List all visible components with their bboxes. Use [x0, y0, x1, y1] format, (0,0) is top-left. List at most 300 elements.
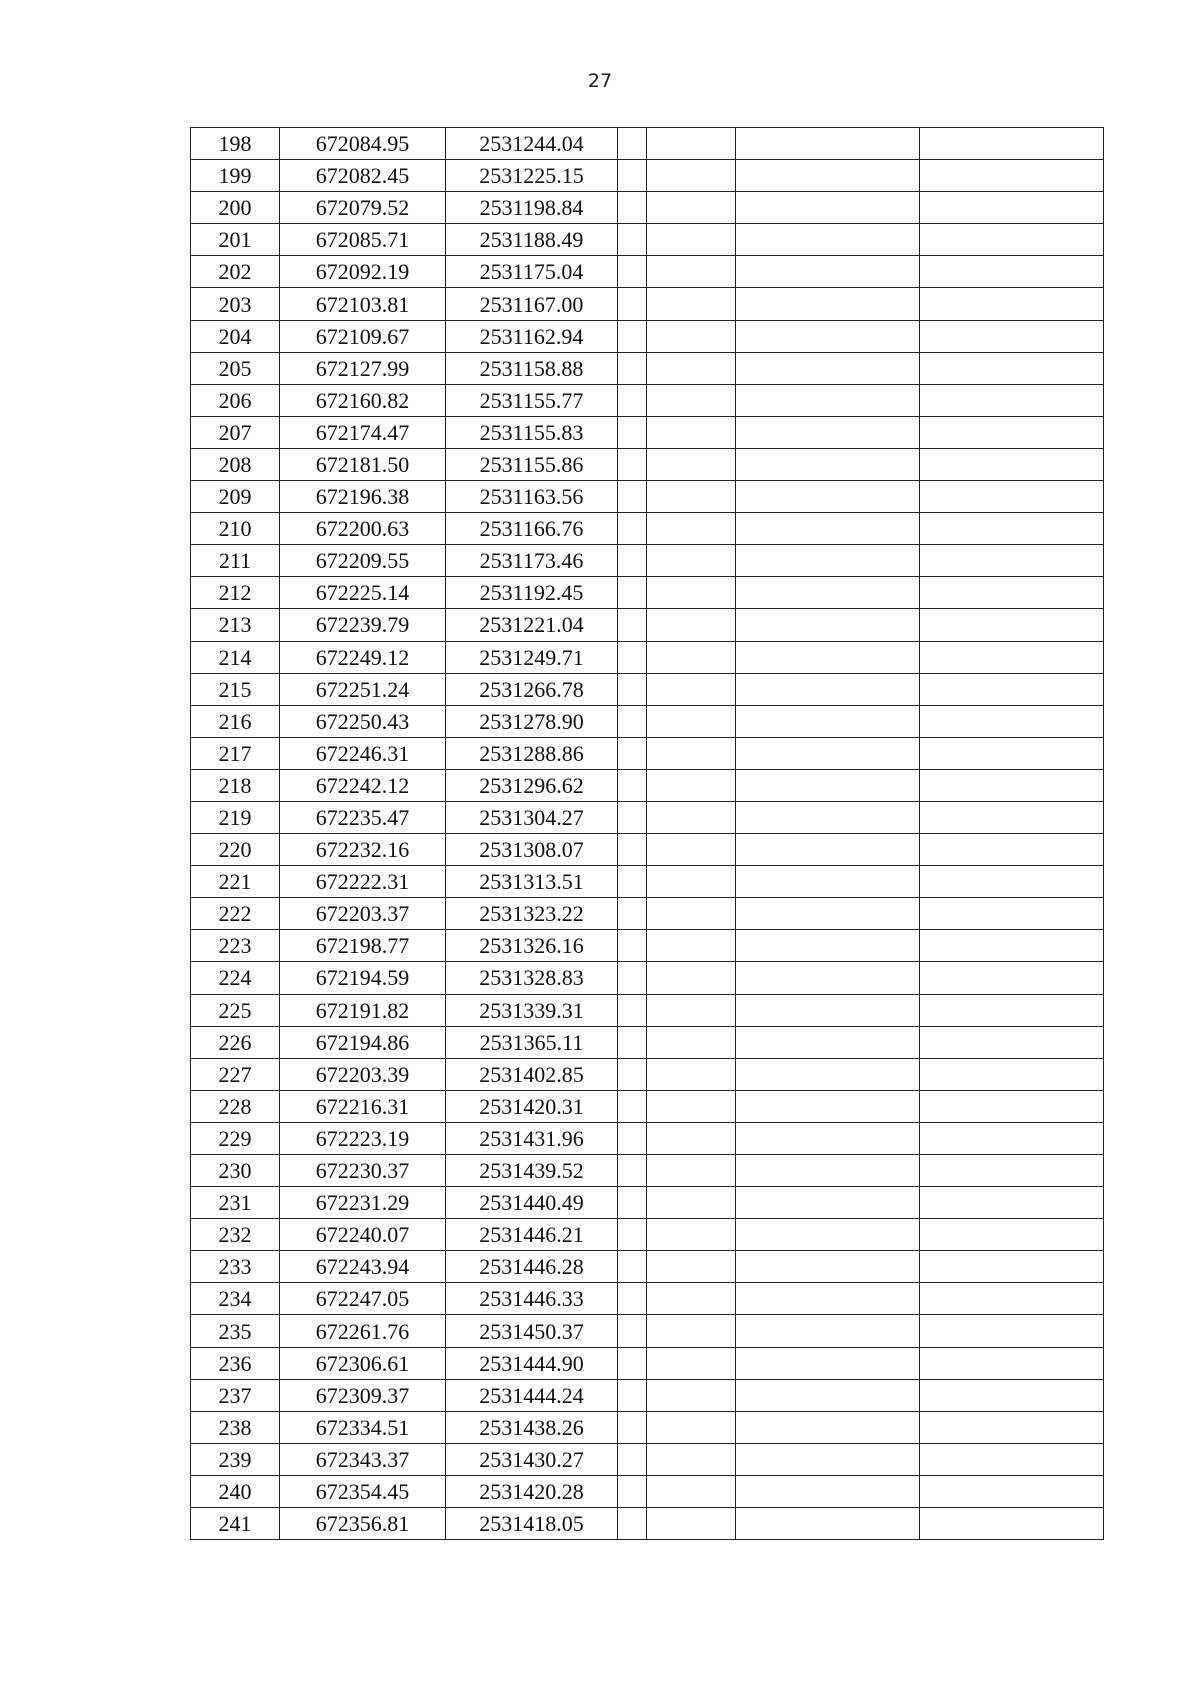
- empty-cell-b: [647, 1411, 736, 1443]
- empty-cell-a: [618, 769, 647, 801]
- empty-cell-d: [920, 224, 1104, 256]
- table-row: [191, 1219, 1104, 1251]
- empty-cell-d: [920, 1315, 1104, 1347]
- x-coordinate-cell: 672103.81: [280, 288, 446, 320]
- x-coordinate-cell: 672194.86: [280, 1026, 446, 1058]
- empty-cell-b: [647, 577, 736, 609]
- empty-cell-c: [736, 481, 920, 513]
- empty-cell-d: [920, 930, 1104, 962]
- table-row: [191, 1026, 1104, 1058]
- empty-cell-b: [647, 930, 736, 962]
- point-number-cell: 198: [191, 128, 280, 160]
- empty-cell-c: [736, 1283, 920, 1315]
- empty-cell-b: [647, 288, 736, 320]
- empty-cell-a: [618, 609, 647, 641]
- empty-cell-c: [736, 673, 920, 705]
- point-number-cell: 226: [191, 1026, 280, 1058]
- point-number-cell: 205: [191, 352, 280, 384]
- empty-cell-c: [736, 1315, 920, 1347]
- coordinates-table-body: [191, 128, 1104, 1540]
- table-row: [191, 641, 1104, 673]
- empty-cell-a: [618, 128, 647, 160]
- point-number-cell: 211: [191, 545, 280, 577]
- empty-cell-a: [618, 834, 647, 866]
- empty-cell-b: [647, 513, 736, 545]
- empty-cell-c: [736, 545, 920, 577]
- y-coordinate-cell: 2531439.52: [446, 1155, 618, 1187]
- empty-cell-c: [736, 384, 920, 416]
- y-coordinate-cell: 2531288.86: [446, 737, 618, 769]
- empty-cell-b: [647, 1315, 736, 1347]
- empty-cell-c: [736, 930, 920, 962]
- table-row: [191, 320, 1104, 352]
- point-number-cell: 234: [191, 1283, 280, 1315]
- y-coordinate-cell: 2531420.28: [446, 1475, 618, 1507]
- table-row: [191, 930, 1104, 962]
- y-coordinate-cell: 2531266.78: [446, 673, 618, 705]
- empty-cell-b: [647, 1219, 736, 1251]
- empty-cell-d: [920, 320, 1104, 352]
- empty-cell-a: [618, 1026, 647, 1058]
- empty-cell-d: [920, 481, 1104, 513]
- empty-cell-c: [736, 1090, 920, 1122]
- y-coordinate-cell: 2531365.11: [446, 1026, 618, 1058]
- empty-cell-b: [647, 545, 736, 577]
- x-coordinate-cell: 672160.82: [280, 384, 446, 416]
- table-row: [191, 834, 1104, 866]
- empty-cell-d: [920, 1187, 1104, 1219]
- empty-cell-c: [736, 641, 920, 673]
- empty-cell-d: [920, 352, 1104, 384]
- y-coordinate-cell: 2531446.33: [446, 1283, 618, 1315]
- empty-cell-a: [618, 1347, 647, 1379]
- x-coordinate-cell: 672250.43: [280, 705, 446, 737]
- empty-cell-c: [736, 1347, 920, 1379]
- empty-cell-c: [736, 1251, 920, 1283]
- point-number-cell: 203: [191, 288, 280, 320]
- empty-cell-a: [618, 416, 647, 448]
- table-row: [191, 1283, 1104, 1315]
- x-coordinate-cell: 672246.31: [280, 737, 446, 769]
- empty-cell-d: [920, 1347, 1104, 1379]
- point-number-cell: 217: [191, 737, 280, 769]
- empty-cell-d: [920, 1219, 1104, 1251]
- point-number-cell: 224: [191, 962, 280, 994]
- y-coordinate-cell: 2531296.62: [446, 769, 618, 801]
- y-coordinate-cell: 2531339.31: [446, 994, 618, 1026]
- empty-cell-c: [736, 352, 920, 384]
- empty-cell-a: [618, 1475, 647, 1507]
- empty-cell-a: [618, 1411, 647, 1443]
- x-coordinate-cell: 672343.37: [280, 1443, 446, 1475]
- point-number-cell: 210: [191, 513, 280, 545]
- y-coordinate-cell: 2531225.15: [446, 160, 618, 192]
- table-row: [191, 1411, 1104, 1443]
- empty-cell-d: [920, 1026, 1104, 1058]
- empty-cell-b: [647, 769, 736, 801]
- point-number-cell: 208: [191, 448, 280, 480]
- y-coordinate-cell: 2531155.83: [446, 416, 618, 448]
- empty-cell-b: [647, 834, 736, 866]
- empty-cell-a: [618, 1379, 647, 1411]
- empty-cell-a: [618, 1443, 647, 1475]
- x-coordinate-cell: 672200.63: [280, 513, 446, 545]
- table-row: [191, 1315, 1104, 1347]
- y-coordinate-cell: 2531167.00: [446, 288, 618, 320]
- x-coordinate-cell: 672085.71: [280, 224, 446, 256]
- empty-cell-a: [618, 481, 647, 513]
- point-number-cell: 238: [191, 1411, 280, 1443]
- empty-cell-d: [920, 128, 1104, 160]
- empty-cell-a: [618, 256, 647, 288]
- empty-cell-c: [736, 705, 920, 737]
- empty-cell-c: [736, 320, 920, 352]
- empty-cell-b: [647, 1026, 736, 1058]
- empty-cell-c: [736, 192, 920, 224]
- empty-cell-c: [736, 1122, 920, 1154]
- empty-cell-d: [920, 705, 1104, 737]
- empty-cell-b: [647, 962, 736, 994]
- empty-cell-d: [920, 545, 1104, 577]
- empty-cell-c: [736, 834, 920, 866]
- y-coordinate-cell: 2531323.22: [446, 898, 618, 930]
- empty-cell-a: [618, 641, 647, 673]
- empty-cell-b: [647, 1058, 736, 1090]
- y-coordinate-cell: 2531158.88: [446, 352, 618, 384]
- y-coordinate-cell: 2531173.46: [446, 545, 618, 577]
- empty-cell-a: [618, 866, 647, 898]
- point-number-cell: 222: [191, 898, 280, 930]
- empty-cell-b: [647, 1379, 736, 1411]
- point-number-cell: 216: [191, 705, 280, 737]
- table-row: [191, 352, 1104, 384]
- y-coordinate-cell: 2531313.51: [446, 866, 618, 898]
- x-coordinate-cell: 672306.61: [280, 1347, 446, 1379]
- y-coordinate-cell: 2531304.27: [446, 801, 618, 833]
- point-number-cell: 230: [191, 1155, 280, 1187]
- x-coordinate-cell: 672181.50: [280, 448, 446, 480]
- y-coordinate-cell: 2531198.84: [446, 192, 618, 224]
- y-coordinate-cell: 2531249.71: [446, 641, 618, 673]
- empty-cell-d: [920, 1379, 1104, 1411]
- point-number-cell: 207: [191, 416, 280, 448]
- empty-cell-b: [647, 320, 736, 352]
- empty-cell-d: [920, 737, 1104, 769]
- empty-cell-d: [920, 769, 1104, 801]
- table-row: [191, 1251, 1104, 1283]
- empty-cell-b: [647, 384, 736, 416]
- y-coordinate-cell: 2531328.83: [446, 962, 618, 994]
- empty-cell-a: [618, 737, 647, 769]
- x-coordinate-cell: 672243.94: [280, 1251, 446, 1283]
- point-number-cell: 219: [191, 801, 280, 833]
- empty-cell-c: [736, 1379, 920, 1411]
- table-row: [191, 1379, 1104, 1411]
- coordinates-table: [190, 127, 1104, 1540]
- x-coordinate-cell: 672127.99: [280, 352, 446, 384]
- empty-cell-b: [647, 705, 736, 737]
- table-row: [191, 801, 1104, 833]
- y-coordinate-cell: 2531188.49: [446, 224, 618, 256]
- empty-cell-c: [736, 737, 920, 769]
- empty-cell-a: [618, 545, 647, 577]
- empty-cell-d: [920, 1443, 1104, 1475]
- empty-cell-a: [618, 801, 647, 833]
- empty-cell-a: [618, 384, 647, 416]
- empty-cell-b: [647, 352, 736, 384]
- empty-cell-d: [920, 801, 1104, 833]
- table-row: [191, 737, 1104, 769]
- empty-cell-c: [736, 609, 920, 641]
- x-coordinate-cell: 672247.05: [280, 1283, 446, 1315]
- x-coordinate-cell: 672242.12: [280, 769, 446, 801]
- y-coordinate-cell: 2531444.90: [446, 1347, 618, 1379]
- empty-cell-b: [647, 1283, 736, 1315]
- x-coordinate-cell: 672216.31: [280, 1090, 446, 1122]
- x-coordinate-cell: 672354.45: [280, 1475, 446, 1507]
- empty-cell-c: [736, 1155, 920, 1187]
- empty-cell-d: [920, 609, 1104, 641]
- table-row: [191, 1122, 1104, 1154]
- empty-cell-b: [647, 1122, 736, 1154]
- empty-cell-d: [920, 384, 1104, 416]
- empty-cell-a: [618, 1219, 647, 1251]
- table-row: [191, 1347, 1104, 1379]
- empty-cell-c: [736, 801, 920, 833]
- empty-cell-d: [920, 513, 1104, 545]
- y-coordinate-cell: 2531192.45: [446, 577, 618, 609]
- empty-cell-d: [920, 994, 1104, 1026]
- empty-cell-b: [647, 448, 736, 480]
- empty-cell-d: [920, 866, 1104, 898]
- point-number-cell: 237: [191, 1379, 280, 1411]
- table-row: [191, 481, 1104, 513]
- empty-cell-a: [618, 1251, 647, 1283]
- x-coordinate-cell: 672334.51: [280, 1411, 446, 1443]
- point-number-cell: 202: [191, 256, 280, 288]
- empty-cell-b: [647, 994, 736, 1026]
- x-coordinate-cell: 672092.19: [280, 256, 446, 288]
- empty-cell-d: [920, 1508, 1104, 1540]
- empty-cell-a: [618, 705, 647, 737]
- x-coordinate-cell: 672230.37: [280, 1155, 446, 1187]
- x-coordinate-cell: 672109.67: [280, 320, 446, 352]
- y-coordinate-cell: 2531308.07: [446, 834, 618, 866]
- empty-cell-b: [647, 416, 736, 448]
- point-number-cell: 227: [191, 1058, 280, 1090]
- x-coordinate-cell: 672082.45: [280, 160, 446, 192]
- empty-cell-b: [647, 1347, 736, 1379]
- empty-cell-c: [736, 1443, 920, 1475]
- empty-cell-a: [618, 1187, 647, 1219]
- point-number-cell: 231: [191, 1187, 280, 1219]
- y-coordinate-cell: 2531244.04: [446, 128, 618, 160]
- x-coordinate-cell: 672261.76: [280, 1315, 446, 1347]
- empty-cell-b: [647, 160, 736, 192]
- x-coordinate-cell: 672174.47: [280, 416, 446, 448]
- empty-cell-a: [618, 1283, 647, 1315]
- y-coordinate-cell: 2531402.85: [446, 1058, 618, 1090]
- y-coordinate-cell: 2531163.56: [446, 481, 618, 513]
- empty-cell-d: [920, 641, 1104, 673]
- y-coordinate-cell: 2531440.49: [446, 1187, 618, 1219]
- empty-cell-b: [647, 801, 736, 833]
- y-coordinate-cell: 2531430.27: [446, 1443, 618, 1475]
- x-coordinate-cell: 672191.82: [280, 994, 446, 1026]
- x-coordinate-cell: 672203.37: [280, 898, 446, 930]
- table-row: [191, 192, 1104, 224]
- empty-cell-a: [618, 577, 647, 609]
- empty-cell-b: [647, 256, 736, 288]
- empty-cell-a: [618, 224, 647, 256]
- empty-cell-d: [920, 288, 1104, 320]
- x-coordinate-cell: 672222.31: [280, 866, 446, 898]
- point-number-cell: 235: [191, 1315, 280, 1347]
- x-coordinate-cell: 672084.95: [280, 128, 446, 160]
- empty-cell-b: [647, 1475, 736, 1507]
- table-row: [191, 769, 1104, 801]
- empty-cell-c: [736, 128, 920, 160]
- x-coordinate-cell: 672239.79: [280, 609, 446, 641]
- point-number-cell: 225: [191, 994, 280, 1026]
- empty-cell-b: [647, 609, 736, 641]
- table-row: [191, 866, 1104, 898]
- empty-cell-d: [920, 962, 1104, 994]
- empty-cell-c: [736, 256, 920, 288]
- empty-cell-c: [736, 962, 920, 994]
- point-number-cell: 241: [191, 1508, 280, 1540]
- empty-cell-c: [736, 1058, 920, 1090]
- x-coordinate-cell: 672232.16: [280, 834, 446, 866]
- empty-cell-a: [618, 288, 647, 320]
- page-number: 27: [587, 70, 613, 92]
- point-number-cell: 236: [191, 1347, 280, 1379]
- table-row: [191, 384, 1104, 416]
- point-number-cell: 214: [191, 641, 280, 673]
- empty-cell-a: [618, 1508, 647, 1540]
- empty-cell-b: [647, 1508, 736, 1540]
- empty-cell-a: [618, 1315, 647, 1347]
- y-coordinate-cell: 2531278.90: [446, 705, 618, 737]
- x-coordinate-cell: 672356.81: [280, 1508, 446, 1540]
- x-coordinate-cell: 672249.12: [280, 641, 446, 673]
- empty-cell-a: [618, 1090, 647, 1122]
- x-coordinate-cell: 672235.47: [280, 801, 446, 833]
- table-row: [191, 1187, 1104, 1219]
- empty-cell-d: [920, 160, 1104, 192]
- empty-cell-a: [618, 898, 647, 930]
- x-coordinate-cell: 672196.38: [280, 481, 446, 513]
- empty-cell-b: [647, 481, 736, 513]
- empty-cell-d: [920, 577, 1104, 609]
- empty-cell-d: [920, 416, 1104, 448]
- empty-cell-a: [618, 1058, 647, 1090]
- table-row: [191, 609, 1104, 641]
- empty-cell-b: [647, 1090, 736, 1122]
- empty-cell-a: [618, 448, 647, 480]
- empty-cell-b: [647, 192, 736, 224]
- x-coordinate-cell: 672231.29: [280, 1187, 446, 1219]
- x-coordinate-cell: 672309.37: [280, 1379, 446, 1411]
- empty-cell-d: [920, 256, 1104, 288]
- y-coordinate-cell: 2531166.76: [446, 513, 618, 545]
- empty-cell-d: [920, 673, 1104, 705]
- point-number-cell: 232: [191, 1219, 280, 1251]
- y-coordinate-cell: 2531162.94: [446, 320, 618, 352]
- y-coordinate-cell: 2531221.04: [446, 609, 618, 641]
- table-row: [191, 1508, 1104, 1540]
- x-coordinate-cell: 672079.52: [280, 192, 446, 224]
- table-row: [191, 1443, 1104, 1475]
- x-coordinate-cell: 672198.77: [280, 930, 446, 962]
- y-coordinate-cell: 2531446.28: [446, 1251, 618, 1283]
- table-row: [191, 256, 1104, 288]
- empty-cell-c: [736, 769, 920, 801]
- empty-cell-c: [736, 1475, 920, 1507]
- empty-cell-b: [647, 224, 736, 256]
- table-row: [191, 224, 1104, 256]
- point-number-cell: 213: [191, 609, 280, 641]
- x-coordinate-cell: 672194.59: [280, 962, 446, 994]
- point-number-cell: 212: [191, 577, 280, 609]
- empty-cell-c: [736, 994, 920, 1026]
- point-number-cell: 220: [191, 834, 280, 866]
- empty-cell-c: [736, 1219, 920, 1251]
- empty-cell-c: [736, 288, 920, 320]
- empty-cell-b: [647, 866, 736, 898]
- point-number-cell: 239: [191, 1443, 280, 1475]
- point-number-cell: 240: [191, 1475, 280, 1507]
- point-number-cell: 233: [191, 1251, 280, 1283]
- empty-cell-b: [647, 1251, 736, 1283]
- empty-cell-a: [618, 320, 647, 352]
- empty-cell-c: [736, 898, 920, 930]
- table-row: [191, 1475, 1104, 1507]
- y-coordinate-cell: 2531438.26: [446, 1411, 618, 1443]
- empty-cell-c: [736, 1508, 920, 1540]
- y-coordinate-cell: 2531326.16: [446, 930, 618, 962]
- empty-cell-b: [647, 898, 736, 930]
- empty-cell-d: [920, 1155, 1104, 1187]
- empty-cell-c: [736, 866, 920, 898]
- empty-cell-b: [647, 1187, 736, 1219]
- empty-cell-d: [920, 192, 1104, 224]
- point-number-cell: 218: [191, 769, 280, 801]
- table-row: [191, 673, 1104, 705]
- y-coordinate-cell: 2531155.86: [446, 448, 618, 480]
- empty-cell-c: [736, 160, 920, 192]
- point-number-cell: 206: [191, 384, 280, 416]
- empty-cell-a: [618, 513, 647, 545]
- point-number-cell: 199: [191, 160, 280, 192]
- point-number-cell: 209: [191, 481, 280, 513]
- table-row: [191, 994, 1104, 1026]
- empty-cell-b: [647, 128, 736, 160]
- empty-cell-d: [920, 1475, 1104, 1507]
- table-row: [191, 1155, 1104, 1187]
- empty-cell-c: [736, 577, 920, 609]
- point-number-cell: 201: [191, 224, 280, 256]
- table-row: [191, 160, 1104, 192]
- empty-cell-b: [647, 641, 736, 673]
- empty-cell-a: [618, 192, 647, 224]
- table-row: [191, 416, 1104, 448]
- empty-cell-a: [618, 994, 647, 1026]
- empty-cell-d: [920, 1122, 1104, 1154]
- empty-cell-d: [920, 448, 1104, 480]
- table-row: [191, 545, 1104, 577]
- empty-cell-b: [647, 737, 736, 769]
